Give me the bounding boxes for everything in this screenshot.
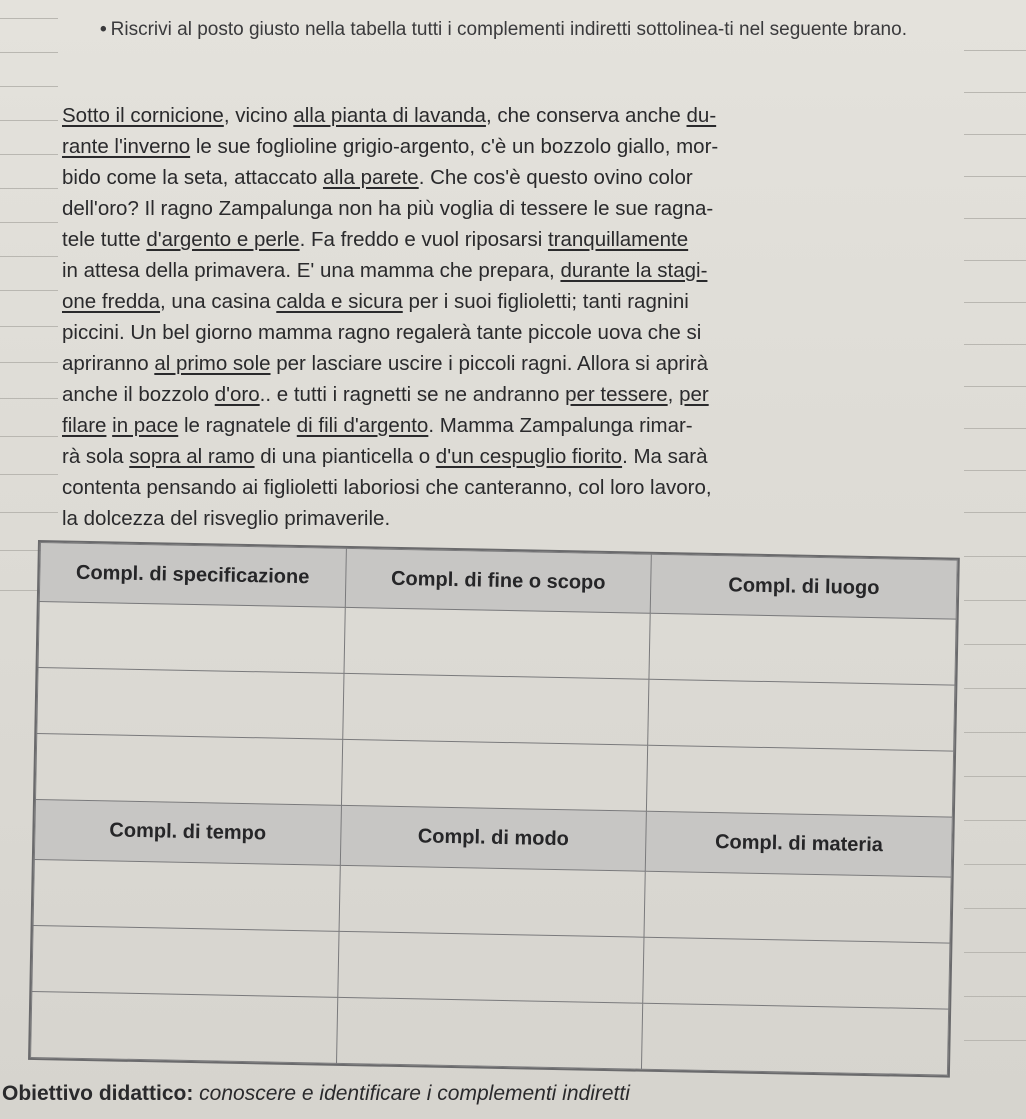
underlined-complement: du- bbox=[686, 104, 717, 127]
passage-line bbox=[62, 193, 962, 224]
passage-text: contenta pensando ai figlioletti laboriosi che canteranno, col loro lavoro, bbox=[62, 476, 712, 499]
passage-text: per lasciare uscire i piccoli ragni. Allora si aprirà bbox=[270, 352, 709, 375]
header-tempo: Compl. di tempo bbox=[34, 800, 341, 865]
notebook-lines-right bbox=[956, 0, 1026, 1119]
header-modo: Compl. di modo bbox=[340, 806, 647, 871]
answer-cell[interactable] bbox=[647, 746, 954, 818]
answer-cell[interactable] bbox=[648, 680, 955, 752]
passage-text: , una casina bbox=[160, 290, 277, 313]
answer-cell[interactable] bbox=[341, 740, 648, 812]
bullet-icon: • bbox=[100, 19, 107, 40]
header-luogo: Compl. di luogo bbox=[651, 554, 958, 619]
answer-cell[interactable] bbox=[342, 674, 649, 746]
answer-cell[interactable] bbox=[37, 668, 344, 740]
answer-cell[interactable] bbox=[643, 937, 950, 1009]
passage-line bbox=[62, 317, 962, 348]
passage-text: .. e tutti i ragnetti se ne andranno bbox=[259, 383, 566, 406]
underlined-complement: calda e sicura bbox=[276, 290, 403, 313]
passage-line bbox=[62, 255, 962, 286]
passage-line bbox=[62, 131, 962, 162]
passage-text: piccini. Un bel giorno mamma ragno regalerà tante piccole uova che si bbox=[62, 321, 702, 344]
passage-line bbox=[62, 503, 962, 534]
underlined-complement: in pace bbox=[112, 414, 179, 437]
underlined-complement: rante l'inverno bbox=[62, 135, 191, 158]
passage-line bbox=[62, 472, 962, 503]
answer-cell[interactable] bbox=[32, 925, 339, 997]
passage-line bbox=[62, 410, 962, 441]
answer-cell[interactable] bbox=[38, 602, 345, 674]
passage-text: . Mamma Zampalunga rimar- bbox=[428, 414, 693, 437]
passage-text: in attesa della primavera. E' una mamma che prepara, bbox=[62, 259, 561, 282]
instruction-text: Riscrivi al posto giusto nella tabella tutti i complementi indiretti sottolinea-ti nel seguente brano. bbox=[110, 19, 907, 40]
answer-cell[interactable] bbox=[337, 931, 644, 1003]
complements-table bbox=[28, 540, 960, 1078]
underlined-complement: alla parete bbox=[322, 166, 419, 189]
passage-text: di una pianticella o bbox=[254, 445, 436, 468]
answer-cell[interactable] bbox=[33, 859, 340, 931]
underlined-complement: Sotto il cornicione bbox=[62, 104, 224, 127]
passage-text: anche il bozzolo bbox=[62, 383, 215, 406]
passage-line bbox=[62, 348, 962, 379]
passage-text: la dolcezza del risveglio primaverile. bbox=[62, 507, 391, 530]
passage-line bbox=[62, 286, 962, 317]
passage-text: tele tutte bbox=[62, 228, 147, 251]
answer-cell[interactable] bbox=[642, 1003, 949, 1075]
objective-text: conoscere e identificare i complementi indiretti bbox=[199, 1082, 630, 1105]
underlined-complement: per tessere bbox=[565, 383, 668, 406]
underlined-complement: di fili d'argento bbox=[296, 414, 429, 437]
header-materia: Compl. di materia bbox=[646, 812, 953, 877]
header-specificazione: Compl. di specificazione bbox=[39, 543, 346, 608]
passage-text: , vicino bbox=[223, 104, 294, 127]
passage-line bbox=[62, 379, 962, 410]
underlined-complement: alla pianta di lavanda bbox=[293, 104, 486, 127]
passage-text: , bbox=[667, 383, 680, 406]
header-fine-scopo: Compl. di fine o scopo bbox=[345, 548, 652, 613]
passage-line bbox=[62, 162, 962, 193]
passage-text: . Ma sarà bbox=[622, 445, 708, 468]
passage-text: per i suoi figlioletti; tanti ragnini bbox=[402, 290, 689, 313]
answer-cell[interactable] bbox=[644, 871, 951, 943]
answer-cell[interactable] bbox=[31, 991, 338, 1063]
passage-text: . Fa freddo e vuol riposarsi bbox=[299, 228, 548, 251]
passage-text: bido come la seta, attaccato bbox=[62, 166, 323, 189]
answer-cell[interactable] bbox=[344, 608, 651, 680]
passage-line bbox=[62, 224, 962, 255]
underlined-complement: durante la stagi- bbox=[560, 259, 708, 282]
passage-text: le ragnatele bbox=[178, 414, 297, 437]
underlined-complement: one fredda bbox=[62, 290, 161, 313]
passage-text: dell'oro? Il ragno Zampalunga non ha più voglia di tessere le sue ragna- bbox=[62, 197, 714, 220]
underlined-complement: d'argento e perle bbox=[146, 228, 300, 251]
objective-label: Obiettivo didattico: bbox=[2, 1082, 194, 1105]
passage-text: rà sola bbox=[62, 445, 130, 468]
passage-line bbox=[62, 441, 962, 472]
answer-cell[interactable] bbox=[36, 734, 343, 806]
exercise-instruction bbox=[100, 18, 960, 41]
underlined-complement: al primo sole bbox=[154, 352, 271, 375]
underlined-complement: d'un cespuglio fiorito bbox=[435, 445, 623, 468]
underlined-complement: sopra al ramo bbox=[129, 445, 255, 468]
passage-text: . Che cos'è questo ovino color bbox=[418, 166, 693, 189]
underlined-complement: d'oro bbox=[214, 383, 260, 406]
passage-text: , che conserva anche bbox=[485, 104, 687, 127]
passage-text: apriranno bbox=[62, 352, 155, 375]
reading-passage bbox=[62, 100, 962, 534]
underlined-complement: per bbox=[679, 383, 709, 406]
didactic-objective bbox=[0, 1082, 1026, 1106]
passage-line bbox=[62, 100, 962, 131]
answer-cell[interactable] bbox=[339, 865, 646, 937]
underlined-complement: filare bbox=[62, 414, 107, 437]
answer-cell[interactable] bbox=[336, 997, 643, 1069]
answer-cell[interactable] bbox=[649, 614, 956, 686]
passage-text: le sue foglioline grigio-argento, c'è un bozzolo giallo, mor- bbox=[190, 135, 719, 158]
underlined-complement: tranquillamente bbox=[547, 228, 689, 251]
